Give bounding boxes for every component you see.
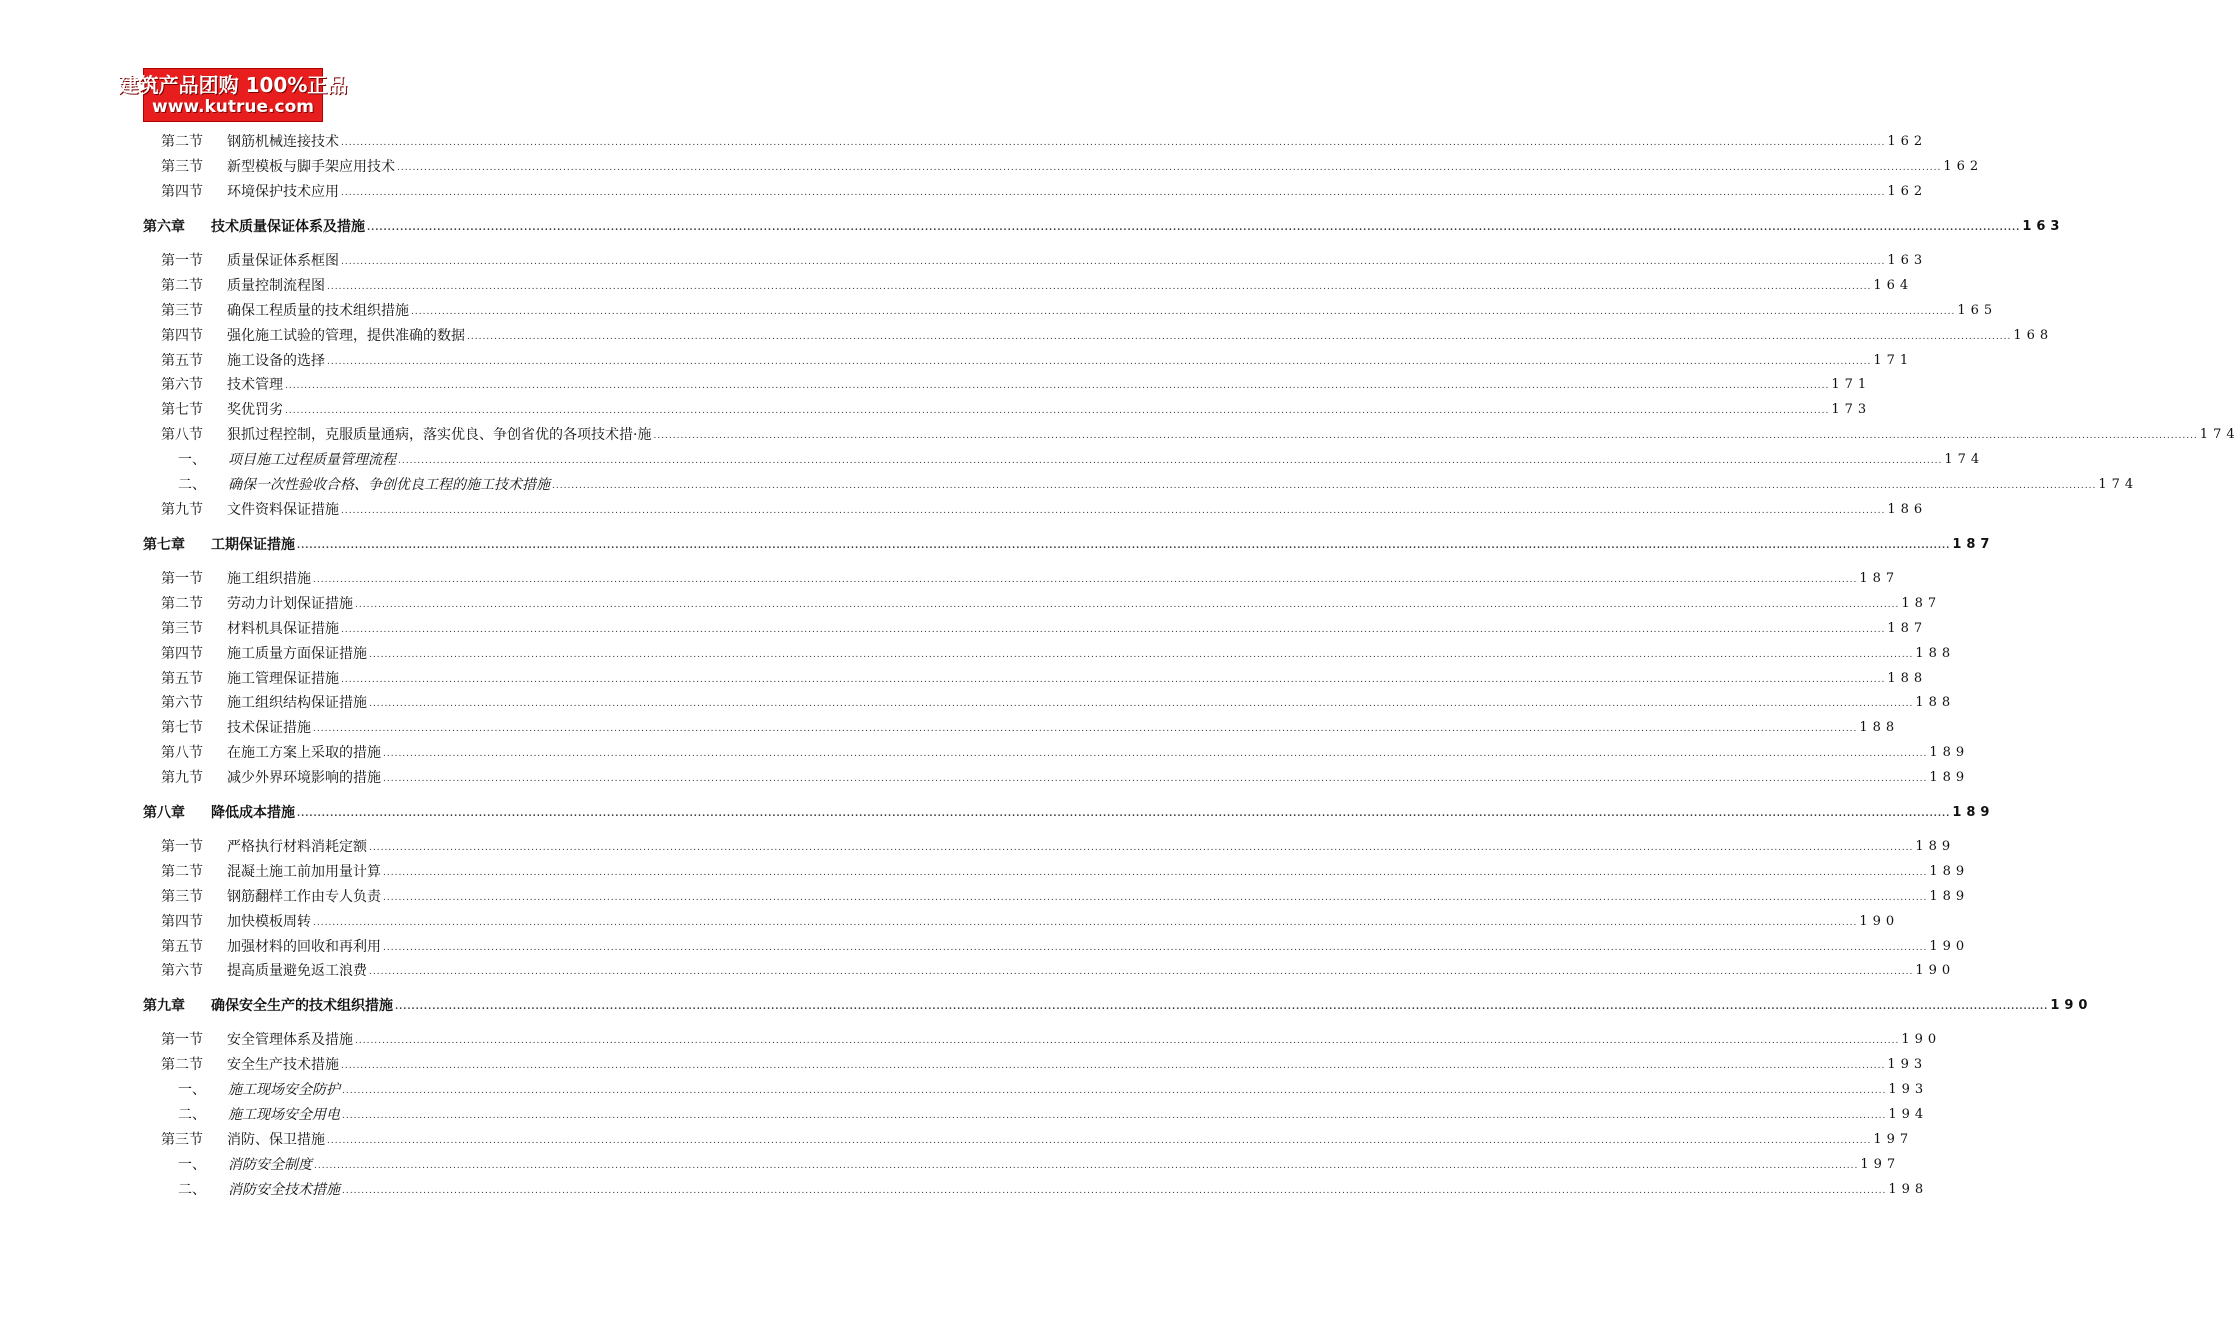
toc-dot-leader: ................................................................................................................................................................................................................................................................................................................................................................................................................	[285, 406, 1830, 416]
toc-page-number: 174	[2199, 426, 2240, 442]
toc-entry-label: 第八章	[143, 805, 185, 821]
toc-entry-title: 消防、保卫措施	[227, 1132, 325, 1148]
toc-section-entry[interactable]	[161, 643, 1956, 663]
toc-page-number: 189	[1929, 744, 1970, 760]
toc-entry-title: 施工质量方面保证措施	[227, 646, 367, 662]
toc-entry-title: 项目施工过程质量管理流程	[228, 452, 396, 468]
toc-dot-leader: ................................................................................................................................................................................................................................................................................................................................................................................................................	[313, 724, 1858, 734]
toc-entry-label: 第四节	[161, 914, 203, 930]
toc-entry-title: 减少外界环境影响的措施	[227, 770, 381, 786]
toc-entry-title: 环境保护技术应用	[227, 184, 339, 200]
toc-dot-leader: ................................................................................................................................................................................................................................................................................................................................................................................................................	[285, 381, 1830, 391]
toc-page-number: 190	[2050, 997, 2093, 1013]
toc-dot-leader: ................................................................................................................................................................................................................................................................................................................................................................................................................	[341, 138, 1886, 148]
toc-dot-leader: ................................................................................................................................................................................................................................................................................................................................................................................................................	[369, 967, 1914, 977]
toc-page-number: 190	[1859, 913, 1900, 929]
toc-page-number: 173	[1831, 401, 1872, 417]
toc-page-number: 189	[1929, 888, 1970, 904]
toc-entry-title: 施工现场安全用电	[228, 1107, 340, 1123]
toc-section-entry[interactable]	[161, 568, 1900, 588]
toc-section-entry[interactable]	[161, 742, 1970, 762]
toc-entry-title: 钢筋机械连接技术	[227, 134, 339, 150]
toc-dot-leader: ................................................................................................................................................................................................................................................................................................................................................................................................................	[341, 506, 1886, 516]
site-logo	[118, 68, 348, 122]
toc-dot-leader: ................................................................................................................................................................................................................................................................................................................................................................................................................	[341, 625, 1886, 635]
toc-entry-label: 第九节	[161, 770, 203, 786]
toc-entry-title: 混凝土施工前加用量计算	[227, 864, 381, 880]
toc-entry-label: 第一节	[161, 253, 203, 269]
toc-entry-title: 施工设备的选择	[227, 353, 325, 369]
logo-url: www.kutrue.com	[152, 97, 314, 117]
toc-entry-label: 第三节	[161, 159, 203, 175]
toc-dot-leader: ................................................................................................................................................................................................................................................................................................................................................................................................................	[369, 699, 1914, 709]
toc-page-number: 189	[1929, 769, 1970, 785]
toc-page-number: 188	[1915, 694, 1956, 710]
toc-section-entry[interactable]	[161, 300, 1998, 320]
toc-page-number: 193	[1888, 1081, 1929, 1097]
toc-section-entry[interactable]	[161, 861, 1970, 881]
toc-section-entry[interactable]	[161, 250, 1928, 270]
toc-dot-leader: ................................................................................................................................................................................................................................................................................................................................................................................................................	[653, 431, 2198, 441]
toc-dot-leader: ................................................................................................................................................................................................................................................................................................................................................................................................................	[341, 257, 1886, 267]
toc-chapter-entry[interactable]	[143, 216, 2065, 236]
toc-section-entry[interactable]	[161, 399, 1872, 419]
toc-chapter-entry[interactable]	[143, 802, 1995, 822]
toc-entry-label: 第二节	[161, 1057, 203, 1073]
toc-dot-leader: ................................................................................................................................................................................................................................................................................................................................................................................................................	[397, 163, 1942, 173]
toc-entry-label: 二、	[178, 477, 206, 493]
toc-entry-label: 第一节	[161, 571, 203, 587]
toc-entry-label: 一、	[178, 1157, 206, 1173]
toc-entry-title: 文件资料保证措施	[227, 502, 339, 518]
toc-entry-label: 第三节	[161, 889, 203, 905]
toc-entry-title: 施工组织结构保证措施	[227, 695, 367, 711]
toc-entry-label: 第二节	[161, 864, 203, 880]
toc-entry-title: 提高质量避免返工浪费	[227, 963, 367, 979]
toc-entry-label: 二、	[178, 1182, 206, 1198]
toc-entry-title: 加强材料的回收和再利用	[227, 939, 381, 955]
toc-dot-leader: ................................................................................................................................................................................................................................................................................................................................................................................................................	[341, 675, 1886, 685]
toc-page-number: 162	[1887, 183, 1928, 199]
toc-dot-leader: ................................................................................................................................................................................................................................................................................................................................................................................................................	[383, 868, 1928, 878]
toc-dot-leader: ................................................................................................................................................................................................................................................................................................................................................................................................................	[297, 809, 1951, 819]
toc-page-number: 189	[1952, 804, 1995, 820]
toc-page-number: 187	[1859, 570, 1900, 586]
toc-dot-leader: ................................................................................................................................................................................................................................................................................................................................................................................................................	[341, 1061, 1886, 1071]
toc-entry-label: 第六节	[161, 963, 203, 979]
toc-entry-title: 技术保证措施	[227, 720, 311, 736]
toc-subsection-entry[interactable]	[178, 1079, 1929, 1099]
toc-section-entry[interactable]	[161, 1129, 1914, 1149]
toc-page-number: 162	[1887, 133, 1928, 149]
toc-entry-title: 材料机具保证措施	[227, 621, 339, 637]
toc-section-entry[interactable]	[161, 374, 1872, 394]
toc-dot-leader: ................................................................................................................................................................................................................................................................................................................................................................................................................	[395, 1002, 2049, 1012]
toc-subsection-entry[interactable]	[178, 474, 2139, 494]
toc-chapter-entry[interactable]	[143, 534, 1995, 554]
toc-entry-title: 确保一次性验收合格、争创优良工程的施工技术措施	[228, 477, 550, 493]
toc-section-entry[interactable]	[161, 499, 1928, 519]
toc-section-entry[interactable]	[161, 668, 1928, 688]
toc-entry-label: 一、	[178, 452, 206, 468]
toc-chapter-entry[interactable]	[143, 995, 2093, 1015]
toc-entry-title: 消防安全技术措施	[228, 1182, 340, 1198]
toc-dot-leader: ................................................................................................................................................................................................................................................................................................................................................................................................................	[341, 188, 1886, 198]
toc-page-number: 189	[1929, 863, 1970, 879]
toc-page-number: 163	[1887, 252, 1928, 268]
toc-page-number: 194	[1888, 1106, 1929, 1122]
toc-page-number: 186	[1887, 501, 1928, 517]
toc-entry-title: 技术管理	[227, 377, 283, 393]
toc-section-entry[interactable]	[161, 1054, 1928, 1074]
toc-page-number: 190	[1929, 938, 1970, 954]
toc-section-entry[interactable]	[161, 593, 1942, 613]
toc-entry-label: 第四节	[161, 328, 203, 344]
toc-dot-leader: ................................................................................................................................................................................................................................................................................................................................................................................................................	[313, 575, 1858, 585]
toc-page-number: 197	[1873, 1131, 1914, 1147]
toc-section-entry[interactable]	[161, 692, 1956, 712]
toc-section-entry[interactable]	[161, 1029, 1942, 1049]
toc-entry-label: 第五节	[161, 671, 203, 687]
toc-entry-label: 第三节	[161, 621, 203, 637]
toc-entry-label: 第一节	[161, 1032, 203, 1048]
toc-dot-leader: ................................................................................................................................................................................................................................................................................................................................................................................................................	[297, 541, 1951, 551]
toc-dot-leader: ................................................................................................................................................................................................................................................................................................................................................................................................................	[411, 307, 1956, 317]
toc-page-number: 188	[1915, 645, 1956, 661]
toc-subsection-entry[interactable]	[178, 1154, 1901, 1174]
toc-page-number: 162	[1943, 158, 1984, 174]
toc-entry-title: 施工组织措施	[227, 571, 311, 587]
toc-dot-leader: ................................................................................................................................................................................................................................................................................................................................................................................................................	[313, 918, 1858, 928]
toc-dot-leader: ................................................................................................................................................................................................................................................................................................................................................................................................................	[369, 650, 1914, 660]
toc-entry-title: 狠抓过程控制，克服质量通病，落实优良、争创省优的各项技术措·施	[227, 427, 652, 443]
toc-entry-label: 第七章	[143, 537, 185, 553]
toc-page-number: 163	[2022, 218, 2065, 234]
toc-entry-title: 严格执行材料消耗定额	[227, 839, 367, 855]
toc-dot-leader: ................................................................................................................................................................................................................................................................................................................................................................................................................	[342, 1111, 1887, 1121]
toc-entry-label: 第二节	[161, 134, 203, 150]
toc-entry-title: 质量保证体系框图	[227, 253, 339, 269]
toc-section-entry[interactable]	[161, 156, 1984, 176]
toc-section-entry[interactable]	[161, 424, 2240, 444]
toc-dot-leader: ................................................................................................................................................................................................................................................................................................................................................................................................................	[327, 357, 1872, 367]
toc-entry-title: 安全管理体系及措施	[227, 1032, 353, 1048]
toc-page-number: 187	[1901, 595, 1942, 611]
toc-entry-label: 第二节	[161, 596, 203, 612]
toc-dot-leader: ................................................................................................................................................................................................................................................................................................................................................................................................................	[383, 893, 1928, 903]
toc-page-number: 198	[1888, 1181, 1929, 1197]
toc-subsection-entry[interactable]	[178, 1104, 1929, 1124]
toc-page-number: 168	[2013, 327, 2054, 343]
toc-dot-leader: ................................................................................................................................................................................................................................................................................................................................................................................................................	[355, 1036, 1900, 1046]
toc-section-entry[interactable]	[161, 936, 1970, 956]
toc-entry-label: 第九章	[143, 998, 185, 1014]
toc-entry-label: 第四节	[161, 184, 203, 200]
toc-section-entry[interactable]	[161, 325, 2054, 345]
toc-section-entry[interactable]	[161, 350, 1914, 370]
toc-page-number: 171	[1873, 352, 1914, 368]
toc-entry-label: 第五节	[161, 353, 203, 369]
toc-page-number: 189	[1915, 838, 1956, 854]
toc-subsection-entry[interactable]	[178, 449, 1985, 469]
toc-page-number: 171	[1831, 376, 1872, 392]
toc-section-entry[interactable]	[161, 960, 1956, 980]
toc-dot-leader: ................................................................................................................................................................................................................................................................................................................................................................................................................	[355, 600, 1900, 610]
toc-dot-leader: ................................................................................................................................................................................................................................................................................................................................................................................................................	[369, 843, 1914, 853]
toc-entry-label: 第八节	[161, 745, 203, 761]
toc-entry-label: 第八节	[161, 427, 203, 443]
toc-dot-leader: ................................................................................................................................................................................................................................................................................................................................................................................................................	[314, 1161, 1859, 1171]
toc-entry-label: 二、	[178, 1107, 206, 1123]
toc-dot-leader: ................................................................................................................................................................................................................................................................................................................................................................................................................	[383, 749, 1928, 759]
toc-entry-title: 加快模板周转	[227, 914, 311, 930]
toc-dot-leader: ................................................................................................................................................................................................................................................................................................................................................................................................................	[467, 332, 2012, 342]
toc-page-number: 174	[1944, 451, 1985, 467]
toc-dot-leader: ................................................................................................................................................................................................................................................................................................................................................................................................................	[327, 282, 1872, 292]
toc-entry-title: 奖优罚劣	[227, 402, 283, 418]
toc-entry-title: 劳动力计划保证措施	[227, 596, 353, 612]
toc-page-number: 187	[1952, 536, 1995, 552]
toc-entry-title: 确保安全生产的技术组织措施	[211, 998, 393, 1014]
toc-entry-label: 第七节	[161, 402, 203, 418]
toc-entry-title: 强化施工试验的管理，提供准确的数据	[227, 328, 465, 344]
toc-entry-title: 质量控制流程图	[227, 278, 325, 294]
toc-entry-label: 第六节	[161, 695, 203, 711]
toc-section-entry[interactable]	[161, 911, 1900, 931]
toc-page-number: 193	[1887, 1056, 1928, 1072]
toc-section-entry[interactable]	[161, 181, 1928, 201]
toc-page-number: 197	[1860, 1156, 1901, 1172]
toc-dot-leader: ................................................................................................................................................................................................................................................................................................................................................................................................................	[367, 223, 2021, 233]
toc-dot-leader: ................................................................................................................................................................................................................................................................................................................................................................................................................	[342, 1086, 1887, 1096]
toc-section-entry[interactable]	[161, 131, 1928, 151]
toc-entry-title: 钢筋翻样工作由专人负责	[227, 889, 381, 905]
toc-page-number: 190	[1901, 1031, 1942, 1047]
toc-section-entry[interactable]	[161, 836, 1956, 856]
toc-entry-title: 消防安全制度	[228, 1157, 312, 1173]
toc-entry-title: 技术质量保证体系及措施	[211, 219, 365, 235]
toc-section-entry[interactable]	[161, 886, 1970, 906]
toc-entry-title: 施工现场安全防护	[228, 1082, 340, 1098]
toc-entry-label: 第五节	[161, 939, 203, 955]
toc-page-number: 188	[1859, 719, 1900, 735]
toc-section-entry[interactable]	[161, 767, 1970, 787]
toc-entry-title: 工期保证措施	[211, 537, 295, 553]
toc-entry-title: 确保工程质量的技术组织措施	[227, 303, 409, 319]
toc-entry-title: 安全生产技术措施	[227, 1057, 339, 1073]
toc-entry-label: 一、	[178, 1082, 206, 1098]
toc-entry-title: 新型模板与脚手架应用技术	[227, 159, 395, 175]
toc-entry-label: 第一节	[161, 839, 203, 855]
toc-entry-title: 施工管理保证措施	[227, 671, 339, 687]
toc-entry-title: 降低成本措施	[211, 805, 295, 821]
toc-section-entry[interactable]	[161, 717, 1900, 737]
toc-subsection-entry[interactable]	[178, 1179, 1929, 1199]
toc-entry-label: 第三节	[161, 1132, 203, 1148]
toc-dot-leader: ................................................................................................................................................................................................................................................................................................................................................................................................................	[327, 1136, 1872, 1146]
toc-dot-leader: ................................................................................................................................................................................................................................................................................................................................................................................................................	[552, 481, 2097, 491]
toc-entry-label: 第九节	[161, 502, 203, 518]
toc-entry-label: 第六章	[143, 219, 185, 235]
toc-section-entry[interactable]	[161, 618, 1928, 638]
toc-page-number: 164	[1873, 277, 1914, 293]
toc-dot-leader: ................................................................................................................................................................................................................................................................................................................................................................................................................	[383, 943, 1928, 953]
toc-page-number: 187	[1887, 620, 1928, 636]
toc-page-number: 188	[1887, 670, 1928, 686]
toc-dot-leader: ................................................................................................................................................................................................................................................................................................................................................................................................................	[398, 456, 1943, 466]
toc-dot-leader: ................................................................................................................................................................................................................................................................................................................................................................................................................	[342, 1186, 1887, 1196]
toc-entry-label: 第四节	[161, 646, 203, 662]
toc-page-number: 174	[2098, 476, 2139, 492]
logo-slogan: 建筑产品团购 100%正品	[118, 73, 348, 97]
toc-entry-label: 第二节	[161, 278, 203, 294]
toc-entry-title: 在施工方案上采取的措施	[227, 745, 381, 761]
toc-page-number: 165	[1957, 302, 1998, 318]
toc-entry-label: 第三节	[161, 303, 203, 319]
toc-dot-leader: ................................................................................................................................................................................................................................................................................................................................................................................................................	[383, 774, 1928, 784]
toc-entry-label: 第七节	[161, 720, 203, 736]
toc-page-number: 190	[1915, 962, 1956, 978]
toc-section-entry[interactable]	[161, 275, 1914, 295]
toc-entry-label: 第六节	[161, 377, 203, 393]
